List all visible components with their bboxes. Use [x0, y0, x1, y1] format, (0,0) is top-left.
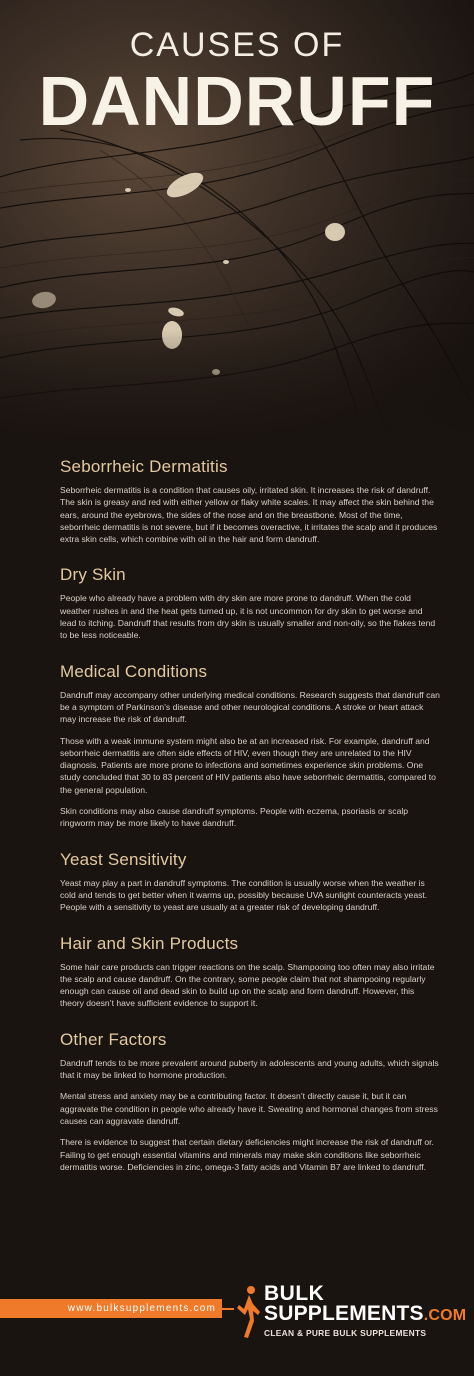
- brand-logo[interactable]: [236, 1283, 466, 1343]
- section-dry-skin: [60, 565, 440, 641]
- page-title: DANDRUFF: [38, 62, 436, 140]
- section-paragraph: Seborrheic dermatitis is a condition that causes oily, irritated skin. It increases the risk of dandruff. The skin is greasy and red with either yellow or flaky white scales. It may affect the skin behind the ears, around the eyebrows, the sides of the nose and on the breastbone. Most of the time, seborrheic dermatitis is not severe, but if it becomes overactive, it irritates the scalp and it produces extra skin cells, which combine with oil in the hair and form dandruff.: [60, 485, 438, 545]
- section-yeast-sensitivity: [60, 850, 440, 914]
- brand-domain: .COM: [423, 1307, 467, 1324]
- section-heading: Other Factors: [60, 1029, 167, 1049]
- brand-name-line1: BULK: [264, 1282, 325, 1305]
- athlete-icon: [236, 1285, 260, 1339]
- website-link[interactable]: www.bulksupplements.com: [0, 1299, 222, 1318]
- section-paragraph: Dandruff may accompany other underlying medical conditions. Research suggests that dandruff can be a symptom of Parkinson’s disease and other neurological conditions. A stroke or heart attack may increase the risk of dandruff.: [60, 689, 440, 725]
- section-paragraph: Dandruff tends to be more prevalent around puberty in adolescents and young adults, which signals that it may be linked to hormone production.: [60, 1057, 439, 1081]
- section-heading: Hair and Skin Products: [60, 933, 239, 953]
- section-heading: Seborrheic Dermatitis: [60, 457, 228, 476]
- section-paragraph: People who already have a problem with dry skin are more prone to dandruff. When the cold weather rushes in and the heat gets turned up, it is not uncommon for dry skin to get worse and lead to itching. Dandruff that results from dry skin is usually smaller and non-oily, so the flakes tend to be less noticeable.: [60, 593, 436, 641]
- section-paragraph: Some hair care products can trigger reactions on the scalp. Shampooing too often may also irritate the scalp and cause dandruff. On the contrary, some people claim that not shampooing regularly enough can cause oil and dead skin to build up on the scalp and form dandruff. However, this theory doesn’t have sufficient evidence to support it.: [60, 961, 435, 1009]
- section-other-factors: [60, 1030, 440, 1173]
- section-paragraph: Skin conditions may also cause dandruff symptoms. People with eczema, psoriasis or scalp ringworm may be more likely to have dandruff.: [60, 806, 409, 829]
- footer-divider: [222, 1308, 234, 1310]
- hero-fade: [0, 330, 474, 445]
- section-paragraph: Those with a weak immune system might also be at an increased risk. For example, dandruff and seborrheic dermatitis are often side effects of HIV, even though they are unrelated to the HIV diagnosis. Patients are more prone to infections and sometimes experience skin problems. One study concluded that 30 to 83 percent of HIV patients also have seborrheic dermatitis, compared to the general population.: [60, 735, 436, 795]
- section-medical-conditions: [60, 662, 440, 830]
- hero-image: [0, 0, 474, 445]
- brand-name-line2: [264, 1303, 466, 1327]
- section-paragraph: There is evidence to suggest that certain dietary deficiencies might increase the risk of dandruff or. Failing to get enough essential vitamins and minerals may make skin conditions like seborrheic dermatitis worse. Deficiencies in zinc, omega-3 fatty acids and Vitamin B7 are linked to dandruff.: [60, 1137, 434, 1172]
- section-heading: Dry Skin: [60, 565, 126, 585]
- brand-tagline: CLEAN & PURE BULK SUPPLEMENTS: [264, 1328, 427, 1338]
- content: [60, 455, 440, 1182]
- section-heading: Medical Conditions: [60, 661, 208, 681]
- title-kicker: CAUSES OF: [129, 26, 345, 64]
- section-paragraph: Yeast may play a part in dandruff symptoms. The condition is usually worse when the weather is cold and tends to get better when it warms up, possibly because UVA sunlight counteracts yeast. People with a sensitivity to yeast are usually at a greater risk of developing dandruff.: [60, 877, 428, 913]
- section-seborrheic-dermatitis: [60, 457, 440, 545]
- section-heading: Yeast Sensitivity: [60, 849, 187, 869]
- brand-name-text: SUPPLEMENTS: [264, 1302, 424, 1325]
- section-paragraph: Mental stress and anxiety may be a contributing factor. It doesn’t directly cause it, but it can aggravate the condition in people who already have it. Sweating and hormonal changes from stress causes can aggravate dandruff.: [60, 1091, 438, 1126]
- section-hair-skin-products: [60, 934, 440, 1010]
